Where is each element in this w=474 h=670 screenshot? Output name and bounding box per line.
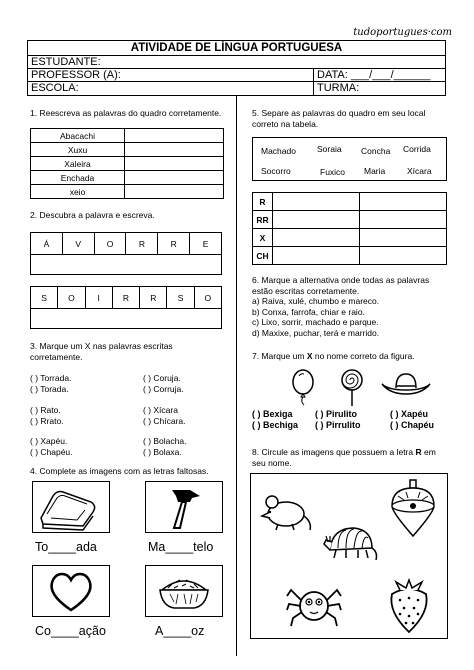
letter-tile: R xyxy=(113,287,140,308)
q3-option[interactable]: ( ) Corruja. xyxy=(143,384,184,394)
q7-prompt-post: no nome correto da figura. xyxy=(312,351,415,361)
letter-tile: V xyxy=(63,233,95,254)
armadillo-icon[interactable] xyxy=(322,518,380,566)
q5-answer-cell[interactable] xyxy=(360,229,447,247)
q3-option[interactable]: ( ) Torrada. xyxy=(30,373,72,383)
q5-word-box xyxy=(252,137,447,181)
q7-prompt xyxy=(252,351,415,362)
strawberry-icon[interactable] xyxy=(386,578,432,634)
q8-prompt-line2: seu nome. xyxy=(252,457,292,468)
teacher-field[interactable]: PROFESSOR (A): xyxy=(28,69,314,81)
q8-prompt xyxy=(252,447,448,468)
q1-word: Abacachi xyxy=(31,129,125,143)
q1-answer-cell[interactable] xyxy=(125,171,224,185)
letter-tile: S xyxy=(31,287,58,308)
lollipop-icon xyxy=(337,368,367,406)
q7-prompt-pre: 7. Marque um xyxy=(252,351,307,361)
q5-answer-cell[interactable] xyxy=(360,193,447,211)
q5-sort-table xyxy=(252,192,447,265)
q3-prompt-line2: corretamente. xyxy=(30,351,83,362)
rice-bowl-icon xyxy=(146,566,222,616)
heart-picture-box xyxy=(32,565,110,617)
letter-tile: I xyxy=(86,287,113,308)
worksheet-header xyxy=(27,40,446,96)
q5-word: Corrida xyxy=(403,144,431,154)
q5-row-label: R xyxy=(253,193,273,211)
q5-word: Maria xyxy=(364,166,386,176)
q5-word: Concha xyxy=(361,146,391,156)
q1-table xyxy=(30,128,224,199)
q8-prompt-pre: 8. Circule as imagens que possuem a letra xyxy=(252,447,416,457)
q2-prompt: 2. Descubra a palavra e escreva. xyxy=(30,210,155,220)
letter-tile: R xyxy=(126,233,158,254)
q7-option[interactable]: ( ) Pirulito xyxy=(315,409,357,419)
q3-option[interactable]: ( ) Torada. xyxy=(30,384,69,394)
q3-option[interactable]: ( ) Chapéu. xyxy=(30,447,73,457)
q3-option[interactable]: ( ) Rato. xyxy=(30,405,61,415)
spider-icon[interactable] xyxy=(285,572,343,630)
q5-answer-cell[interactable] xyxy=(273,247,360,265)
q5-word: Socorro xyxy=(261,166,291,176)
page-title: ATIVIDADE DE LÍNGUA PORTUGUESA xyxy=(28,41,445,56)
q5-prompt-line1: 5. Separe as palavras do quadro em seu local xyxy=(252,108,426,118)
q7-option[interactable]: ( ) Chapéu xyxy=(390,420,434,430)
q5-row-label: X xyxy=(253,229,273,247)
toast-caption: To____ada xyxy=(35,540,97,554)
q6-prompt-line1: 6. Marque a alternativa onde todas as palavras xyxy=(252,275,430,285)
q2-letter-row-1 xyxy=(30,232,222,255)
q3-prompt-line1: 3. Marque um X nas palavras escritas xyxy=(30,341,173,351)
letter-tile: S xyxy=(167,287,194,308)
letter-tile: O xyxy=(58,287,85,308)
q7-option[interactable]: ( ) Bechiga xyxy=(252,420,299,430)
student-field[interactable]: ESTUDANTE: xyxy=(31,56,101,68)
q3-option[interactable]: ( ) Rrato. xyxy=(30,416,64,426)
q4-prompt: 4. Complete as imagens com as letras faltosas. xyxy=(30,466,209,476)
q6-prompt-line2: estão escritas corretamente. xyxy=(252,285,360,296)
q7-option[interactable]: ( ) Bexiga xyxy=(252,409,293,419)
q5-prompt xyxy=(252,108,448,129)
heart-icon xyxy=(33,566,109,616)
school-field[interactable]: ESCOLA: xyxy=(28,82,314,95)
date-field[interactable]: DATA: ___/___/______ xyxy=(317,69,431,81)
q6-prompt xyxy=(252,275,448,338)
q2-letter-row-2 xyxy=(30,286,222,309)
q1-prompt: 1. Reescreva as palavras do quadro corretamente. xyxy=(30,108,222,118)
q5-answer-cell[interactable] xyxy=(273,229,360,247)
q1-answer-cell[interactable] xyxy=(125,185,224,199)
rat-icon[interactable] xyxy=(258,490,316,534)
q7-option[interactable]: ( ) Pirrulito xyxy=(315,420,361,430)
q1-word: Xaleira xyxy=(31,157,125,171)
hammer-icon xyxy=(146,482,222,532)
heart-caption: Co____ação xyxy=(35,624,106,638)
q6-option-c[interactable]: c) Lixo, sorrir, machado e parque. xyxy=(252,317,379,327)
q5-word: Fuxico xyxy=(320,167,346,177)
balloon-icon xyxy=(288,368,318,406)
rice-caption: A____oz xyxy=(155,624,205,638)
hammer-caption: Ma____telo xyxy=(148,540,214,554)
q2-answer-box-1[interactable] xyxy=(30,255,222,275)
hammer-picture-box xyxy=(145,481,223,533)
q1-answer-cell[interactable] xyxy=(125,129,224,143)
q6-option-d[interactable]: d) Maxixe, puchar, terá e marrido. xyxy=(252,327,380,338)
cowboy-hat-icon xyxy=(380,370,432,402)
q1-word: Xuxu xyxy=(31,143,125,157)
spinning-top-icon[interactable] xyxy=(388,478,438,538)
q3-option[interactable]: ( ) Coruja. xyxy=(143,373,181,383)
letter-tile: R xyxy=(140,287,167,308)
q6-option-a[interactable]: a) Raiva, xulé, chumbo e mareco. xyxy=(252,296,380,306)
q5-word: Xícara xyxy=(407,166,432,176)
letter-tile: O xyxy=(204,293,212,303)
site-watermark: tudoportugues·com xyxy=(353,27,452,38)
q6-option-b[interactable]: b) Conxa, farrofa, chiar e raio. xyxy=(252,306,365,317)
q1-word: Enchada xyxy=(31,171,125,185)
q5-answer-cell[interactable] xyxy=(273,193,360,211)
letter-tile: R xyxy=(158,233,190,254)
class-field[interactable]: TURMA: xyxy=(317,82,360,94)
q3-prompt xyxy=(30,341,226,362)
q1-word: xeio xyxy=(31,185,125,199)
q5-word: Machado xyxy=(261,146,296,156)
q5-row-label: RR xyxy=(253,211,273,229)
column-divider xyxy=(236,96,237,656)
rice-picture-box xyxy=(145,565,223,617)
q3-option[interactable]: ( ) Bolaxa. xyxy=(143,447,182,457)
letter-tile: E xyxy=(202,239,209,249)
q5-answer-cell[interactable] xyxy=(273,211,360,229)
q5-answer-cell[interactable] xyxy=(360,247,447,265)
q5-answer-cell[interactable] xyxy=(360,211,447,229)
q7-option[interactable]: ( ) Xapéu xyxy=(390,409,429,419)
q8-prompt-r: R xyxy=(415,447,422,457)
q3-option[interactable]: ( ) Bolacha. xyxy=(143,436,187,446)
q3-option[interactable]: ( ) Chícara. xyxy=(143,416,186,426)
q1-answer-cell[interactable] xyxy=(125,143,224,157)
toast-picture-box xyxy=(32,481,110,533)
q3-option[interactable]: ( ) Xícara xyxy=(143,405,178,415)
q3-option[interactable]: ( ) Xapéu. xyxy=(30,436,68,446)
q7-prompt-x: X xyxy=(306,351,313,361)
q5-row-label: CH xyxy=(253,247,273,265)
letter-tile: Á xyxy=(31,233,63,254)
letter-tile: O xyxy=(95,233,127,254)
q1-answer-cell[interactable] xyxy=(125,157,224,171)
toast-icon xyxy=(33,482,109,532)
q2-answer-box-2[interactable] xyxy=(30,309,222,329)
q5-word: Soraia xyxy=(317,144,342,154)
q8-prompt-post: em xyxy=(421,447,436,457)
q5-prompt-line2: correto na tabela. xyxy=(252,118,319,129)
